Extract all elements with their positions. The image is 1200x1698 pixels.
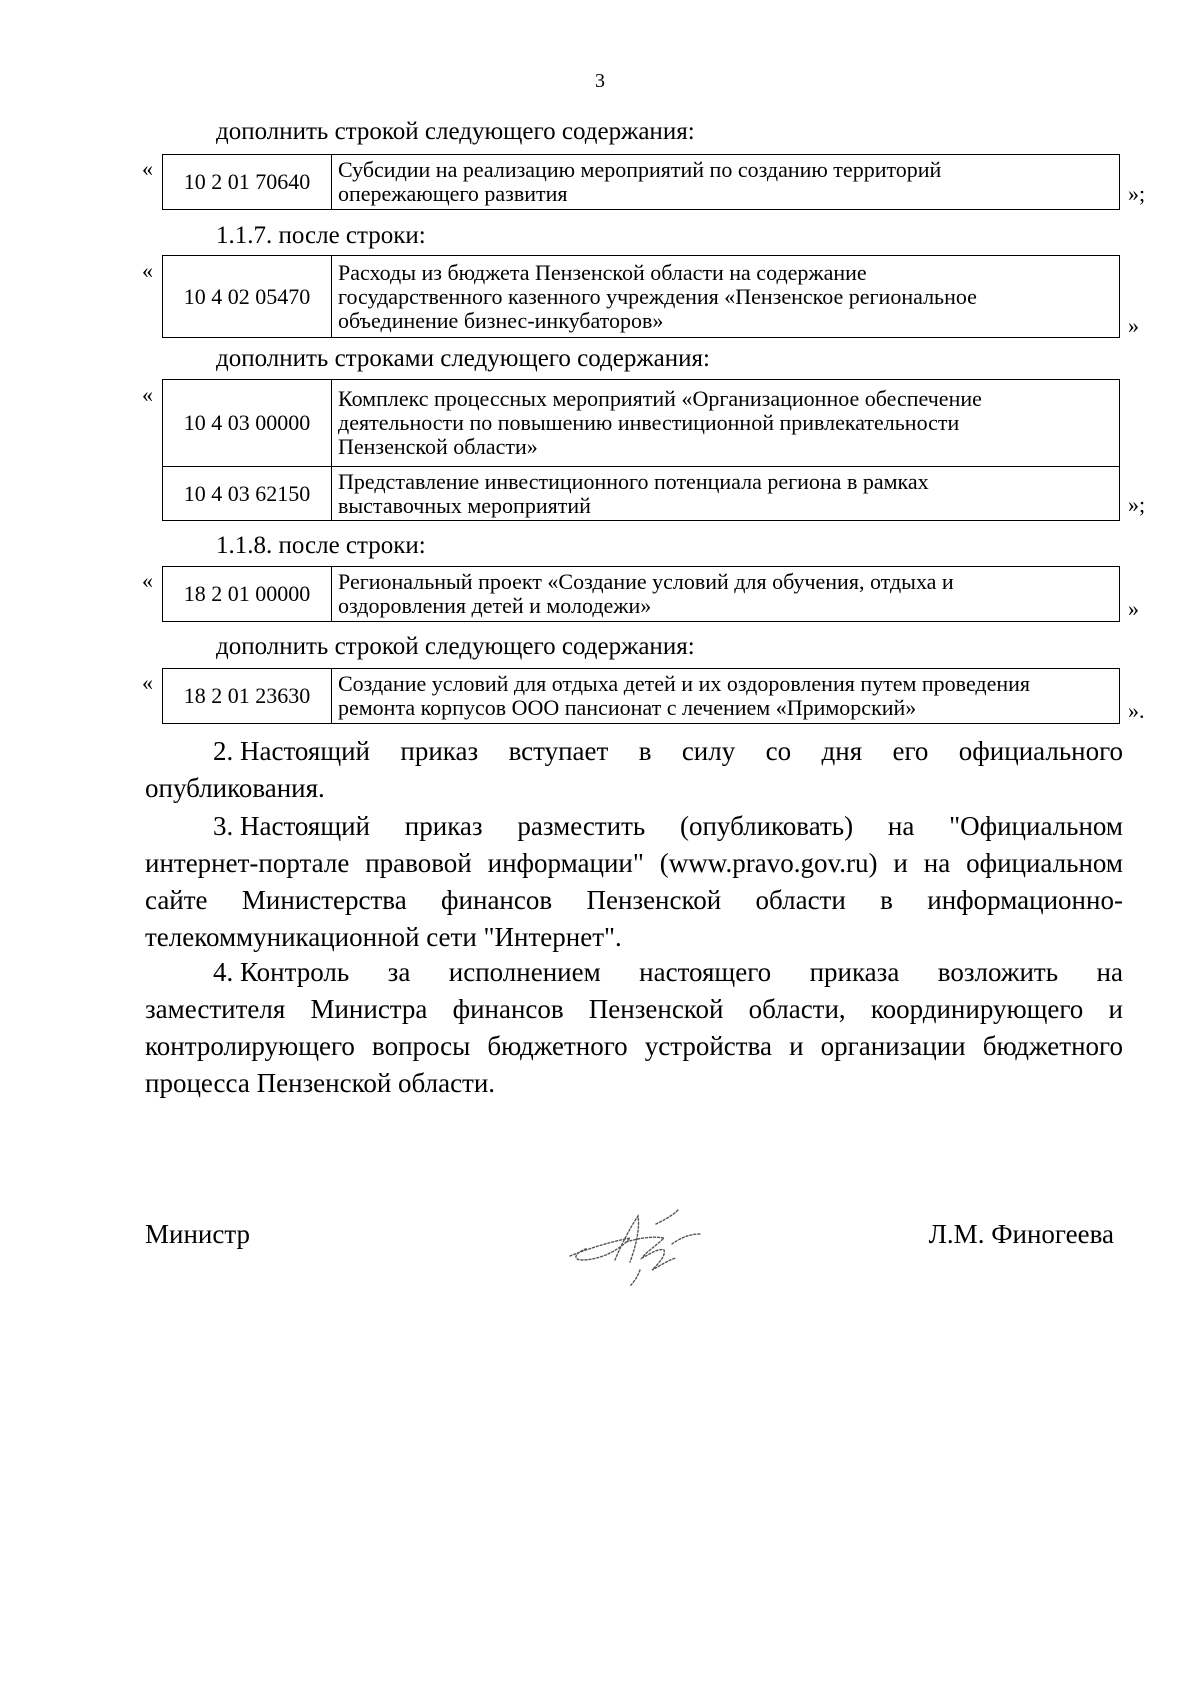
close-quote: »	[1128, 596, 1139, 621]
page-number: 3	[595, 70, 605, 92]
description-line: Создание условий для отдыха детей и их оздоровления путем проведения	[338, 671, 1031, 696]
budget-table-4	[162, 566, 1120, 622]
code-cell: 10 4 03 00000	[163, 380, 332, 467]
paragraph-line: 4. Контроль за исполнением настоящего приказа возложить на	[213, 957, 1123, 987]
section-1-1-8: 1.1.8. после строки:	[216, 532, 426, 559]
open-quote: «	[142, 568, 153, 593]
paragraph-line: интернет-портале правовой информации" (www.pravo.gov.ru) и на официальном	[145, 848, 1123, 878]
table-row	[163, 380, 1120, 467]
budget-table-1	[162, 154, 1120, 210]
open-quote: «	[142, 382, 153, 407]
signatory-title: Министр	[145, 1219, 250, 1249]
description-line: ремонта корпусов ООО пансионат с лечением «Приморский»	[338, 695, 917, 720]
paragraph-line: телекоммуникационной сети "Интернет".	[145, 922, 622, 952]
description-line: деятельности по повышению инвестиционной привлекательности	[338, 410, 960, 435]
paragraph-line: сайте Министерства финансов Пензенской области в информационно-	[145, 885, 1123, 915]
description-cell	[332, 155, 1120, 210]
close-quote: »;	[1128, 181, 1146, 206]
close-quote: »;	[1128, 492, 1146, 517]
paragraph-line: 2. Настоящий приказ вступает в силу со дня его официального	[213, 736, 1123, 766]
open-quote: «	[142, 156, 153, 181]
paragraph-4	[145, 954, 1123, 1102]
paragraph-line: 3. Настоящий приказ разместить (опубликовать) на "Официальном	[213, 811, 1123, 841]
section-1-1-7: 1.1.7. после строки:	[216, 222, 426, 249]
description-line: государственного казенного учреждения «Пензенское региональное	[338, 283, 977, 309]
budget-table-3	[162, 379, 1120, 521]
signatory-name: Л.М. Финогеева	[928, 1219, 1114, 1249]
table-row	[163, 256, 1120, 338]
paragraph-line: опубликования.	[145, 773, 325, 803]
description-line: опережающего развития	[338, 181, 568, 206]
description-line: Расходы из бюджета Пензенской области на содержание	[338, 259, 867, 285]
open-quote: «	[142, 670, 153, 695]
description-line: Пензенской области»	[338, 434, 538, 459]
budget-table-5	[162, 668, 1120, 724]
paragraph-line: контролирующего вопросы бюджетного устройства и организации бюджетного	[145, 1031, 1123, 1061]
code-cell: 10 4 03 62150	[163, 467, 332, 521]
description-line: объединение бизнес-инкубаторов»	[338, 307, 664, 333]
description-line: Региональный проект «Создание условий для обучения, отдыха и	[338, 569, 954, 594]
description-line: оздоровления детей и молодежи»	[338, 593, 652, 618]
handwritten-signature	[560, 1198, 720, 1288]
code-cell: 18 2 01 00000	[163, 567, 332, 622]
paragraph-line: заместителя Министра финансов Пензенской области, координирующего и	[145, 994, 1123, 1024]
code-cell: 10 4 02 05470	[163, 256, 332, 338]
instruction-add-rows: дополнить строками следующего содержания:	[216, 345, 710, 372]
budget-table-2	[162, 255, 1120, 338]
description-cell	[332, 669, 1120, 724]
description-cell	[332, 467, 1120, 521]
description-cell	[332, 567, 1120, 622]
instruction-add-row: дополнить строкой следующего содержания:	[216, 118, 695, 145]
description-line: Представление инвестиционного потенциала региона в рамках	[338, 468, 929, 494]
table-row	[163, 155, 1120, 210]
table-row	[163, 567, 1120, 622]
description-cell	[332, 380, 1120, 467]
instruction-add-row: дополнить строкой следующего содержания:	[216, 633, 695, 660]
table-row	[163, 669, 1120, 724]
paragraph-2	[145, 733, 1123, 807]
table-row	[163, 467, 1120, 521]
code-cell: 18 2 01 23630	[163, 669, 332, 724]
paragraph-line: процесса Пензенской области.	[145, 1068, 496, 1098]
code-cell: 10 2 01 70640	[163, 155, 332, 210]
description-cell	[332, 256, 1120, 338]
open-quote: «	[142, 258, 153, 283]
close-quote: »	[1128, 313, 1139, 338]
description-line: Субсидии на реализацию мероприятий по созданию территорий	[338, 157, 942, 182]
description-line: Комплекс процессных мероприятий «Организационное обеспечение	[338, 386, 982, 411]
close-quote: ».	[1128, 698, 1145, 723]
paragraph-3	[145, 808, 1123, 956]
description-line: выставочных мероприятий	[338, 492, 591, 518]
